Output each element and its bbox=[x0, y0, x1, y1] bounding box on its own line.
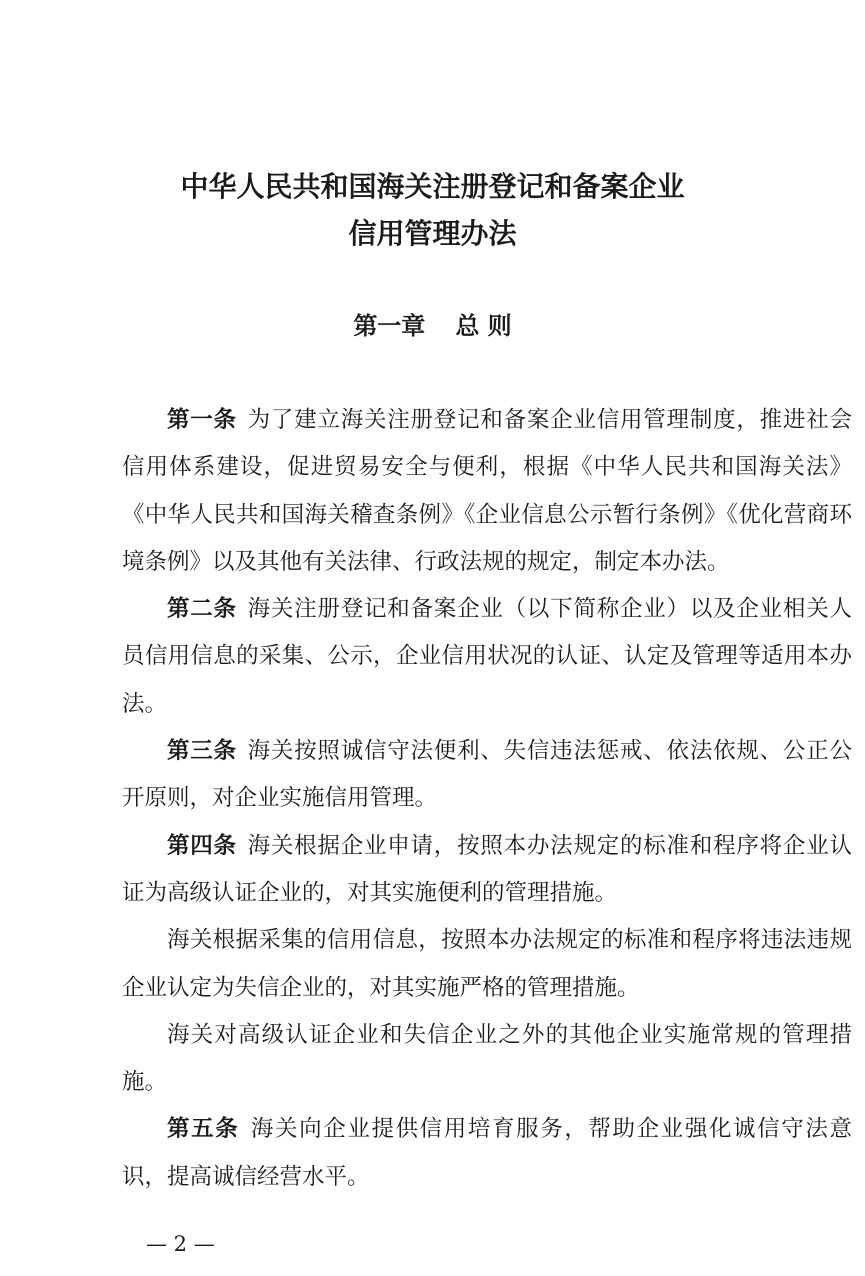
document-body bbox=[122, 397, 852, 1201]
document-title-line-2: 信用管理办法 bbox=[348, 217, 517, 250]
page-number: — 2 — bbox=[146, 1232, 215, 1256]
article-4-paragraph-3 bbox=[122, 1012, 852, 1107]
paragraph-text: 海关根据采集的信用信息，按照本办法规定的标准和程序将违法违规企业认定为失信企业的，对其实施严格的管理措施。 bbox=[122, 927, 852, 1001]
article-label: 第四条 bbox=[167, 832, 237, 859]
article-label: 第五条 bbox=[167, 1116, 240, 1143]
article-5 bbox=[122, 1106, 852, 1201]
article-4 bbox=[122, 823, 852, 918]
chapter-heading bbox=[0, 306, 865, 346]
article-label: 第三条 bbox=[167, 738, 237, 765]
article-label: 第二条 bbox=[167, 596, 237, 623]
article-2 bbox=[122, 586, 852, 728]
article-4-paragraph-2 bbox=[122, 917, 852, 1012]
article-text: 海关注册登记和备案企业（以下简称企业）以及企业相关人员信用信息的采集、公示，企业信用状况的认证、认定及管理等适用本办法。 bbox=[122, 596, 852, 717]
paragraph-text: 海关对高级认证企业和失信企业之外的其他企业实施常规的管理措施。 bbox=[122, 1021, 852, 1096]
article-text: 海关根据企业申请，按照本办法规定的标准和程序将企业认证为高级认证企业的，对其实施便利的管理措施。 bbox=[122, 832, 852, 906]
article-label: 第一条 bbox=[167, 407, 237, 433]
chapter-name: 总 则 bbox=[455, 312, 512, 340]
document-title-line-1: 中华人民共和国海关注册登记和备案企业 bbox=[180, 170, 685, 203]
article-text: 海关向企业提供信用培育服务，帮助企业强化诚信守法意识，提高诚信经营水平。 bbox=[122, 1116, 852, 1190]
article-1 bbox=[122, 397, 852, 586]
article-text: 海关按照诚信守法便利、失信违法惩戒、依法依规、公正公开原则，对企业实施信用管理。 bbox=[122, 738, 852, 812]
article-text: 为了建立海关注册登记和备案企业信用管理制度，推进社会信用体系建设，促进贸易安全与便利，根据《中华人民共和国海关法》《中华人民共和国海关稽查条例》《企业信息公示暂行条例》《优化营商环境条例》以及其他有关法律、行政法规的规定，制定本办法。 bbox=[122, 407, 852, 575]
article-3 bbox=[122, 728, 852, 823]
chapter-number: 第一章 bbox=[353, 312, 426, 340]
